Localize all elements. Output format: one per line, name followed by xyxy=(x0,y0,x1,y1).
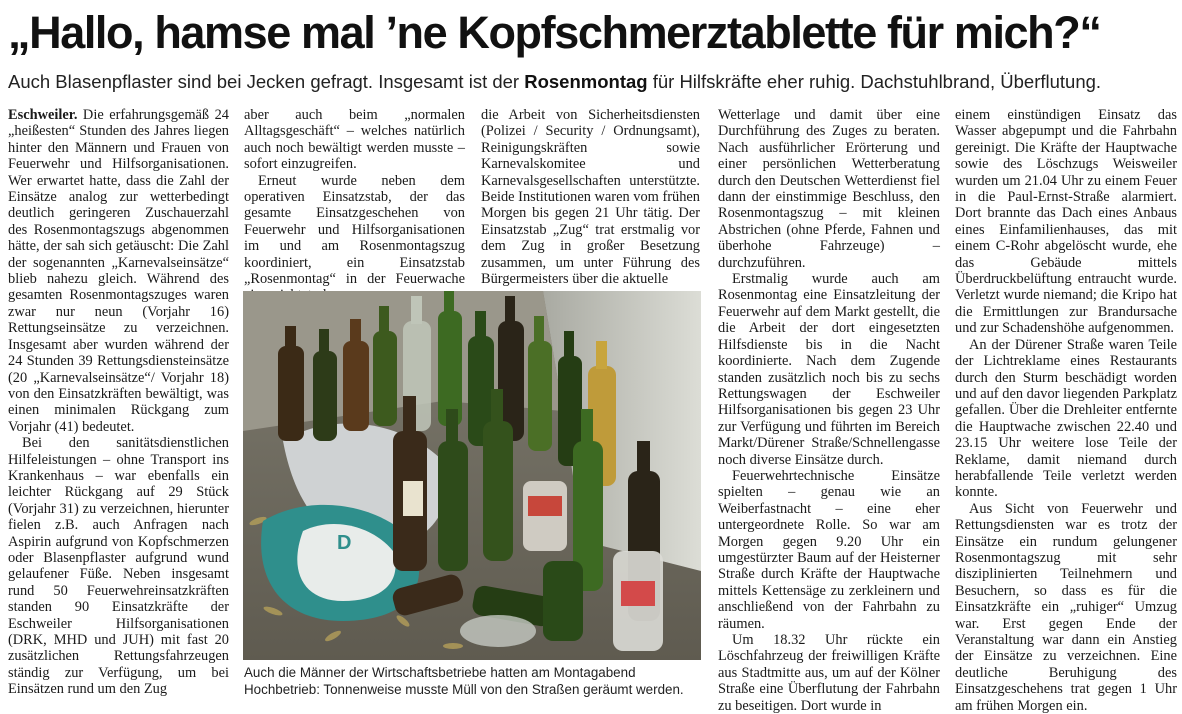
paragraph: Erneut wurde neben dem operativen Einsatzstab, der das gesamte Einsatzgeschehen von Feuerwehr und Hilfsorganisationen im und am Rosenmontagszug koordiniert, ein Einsatzstab „Rosenmontag“ in der Feuerwache xyxy=(244,172,465,288)
paragraph: Bei den sanitätsdienstlichen Hilfeleistungen – ohne Transport ins Krankenhaus – war ebenfalls ein leichter Rückgang auf 29 Stück (Vorjahr 31) zu verzeichnen, hierunter fielen z.B. auch Anfragen nach Aspirin aufgrund von Kopfschmerzen oder Blasenpflaster aufgrund wund gelaufener Füße. Neben insgesamt rund 50 Feuerwehreinsatzkräften standen 90 Einsatzkräfte der Eschweiler Hilfsorganisationen (DRK, MHD und JUH) mit fast 20 zusätzlichen Rettungsfahrzeugen ständig zur Verfügung, um bei Einsätzen rund um den Zug xyxy=(8,435,229,698)
paragraph: die Arbeit von Sicherheitsdiensten (Polizei / Security / Ordnungsamt), Reinigungskräften sowie Karnevalskomitee und Karnevalsgesellschaften unterstützte. Beide Institutionen waren vom frühen Morgen bis gegen 21 Uhr tätig. Der Einsatzstab „Zug“ trat erstmalig vor dem Zug in großer Besetzung zusammen, um unter Führung des Bürgermeisters über die aktuelle xyxy=(481,107,701,288)
paragraph: Feuerwehrtechnische Einsätze spielten – genau wie an Weiberfastnacht – eine eher untergeordnete Rolle. So war am Morgen gegen 9.20 Uhr ein umgestürzter Baum auf der Heisterner Straße durch Kräfte der Hauptwache mittels Kettensäge zu zerkleinern und anschließend von der Fahrbahn zu räumen. xyxy=(718,467,940,632)
subline-text: Auch Blasenpflaster sind bei Jecken gefragt. Insgesamt ist der xyxy=(8,71,525,92)
article-photo xyxy=(243,291,701,660)
paragraph: Aus Sicht von Feuerwehr und Rettungsdiensten war es trotz der Einsätze ein rundum gelungener Rosenmontagszug mit sehr disziplinierten Teilnehmern und Besuchern, so dass es für die Einsatzkräfte ein „ruhiger“ Umzug war. Erst gegen Ende der Veranstaltung war dann ein Anstieg der Einsätze zu verzeichnen. Eine deutliche Beruhigung des Einsatzgeschehens trat gegen 1 Uhr am frühen Morgen ein. xyxy=(955,500,1177,714)
subline-highlight: Rosenmontag xyxy=(524,71,648,92)
article-column-3 xyxy=(481,107,700,289)
paragraph: An der Dürener Straße waren Teile der Lichtreklame eines Restaurants durch den Sturm beschädigt worden und auf den davor liegenden Parkplatz gefallen. Über die Drehleiter entfernte die Hauptwache zwischen 22.40 und 23.15 Uhr weitere lose Teile der Reklame, damit niemand durch herabfallende Teile verletzt werden konnte. xyxy=(955,336,1177,501)
article-column-1 xyxy=(8,107,229,705)
photo-caption: Auch die Männer der Wirtschaftsbetriebe hatten am Montagabend Hochbetrieb: Tonnenweise musste Müll von den Straßen geräumt werden. xyxy=(244,665,684,697)
article-column-2 xyxy=(244,107,465,289)
subline-text-end: für Hilfskräfte eher ruhig. Dachstuhlbrand, Überflutung. xyxy=(647,71,1102,92)
paragraph: Erstmalig wurde auch am Rosenmontag eine Einsatzleitung der Feuerwehr auf dem Markt gestellt, die die Arbeit der dort eingesetzten Hilfsdienste bis in die Nacht koordinierte. Nach dem Zugende standen zusätzlich noch bis zu sechs Rettungswagen der Eschweiler Hilfsorganisationen bis gegen 23 Uhr zur Verfügung und führten im Bereich Markt/Dürener Straße/Schnellengasse noch diverse Einsätze durch. xyxy=(718,271,940,468)
subline xyxy=(8,69,1178,95)
article-column-4 xyxy=(718,107,940,714)
paragraph: einem einstündigen Einsatz das Wasser abgepumpt und die Fahrbahn gereinigt. Die Kräfte der Hauptwache sowie des Löschzugs Weisweiler wurden um 21.04 Uhr zu einem Feuer in die Paul-Ernst-Straße alarmiert. Dort brannte das Dach eines Anbaus eines Einfamilienhauses, das mit einem C-Rohr abgelöscht wurde, ehe das Gebäude mittels Überdruckbelüftung entraucht wurde. Verletzt wurde niemand; die Kripo hat die Ermittlungen zur Brandursache und zur Schadenshöhe aufgenommen. xyxy=(955,107,1177,337)
headline: „Hallo, hamse mal ’ne Kopfschmerztablette für mich?“ xyxy=(8,7,1101,58)
paragraph: Wetterlage und damit über eine Durchführung des Zuges zu beraten. Nach ausführlicher Erörterung und einer persönlichen Wetterberatung durch den Deutschen Wetterdienst fiel dann der einstimmige Beschluss, den Rosenmontagszug – mit kleinen Abstrichen (ohne Pferde, Fahnen und überhohe Fahrzeuge) – durchzuführen. xyxy=(718,107,940,271)
paragraph-text: Die erfahrungsgemäß 24 „heißesten“ Stunden des Jahres liegen hinter den Männern und Frauen von Feuerwehr und Hilfsorganisationen. Wer erwartet hatte, dass die Zahl der Einsätze analog zur wetterbedingt deutlich geringeren Zuschauerzahl des Rosenmontagszugs abgenommen hätte, der sah sich getäuscht: Die Zahl der sogenannten „Karnevalseinsätze“ blieb nahezu gleich. Während des gesamten Rosenmontagszuges waren zwar nur neun (Vorjahr 16) Rettungseinsätze zu verzeichnen. Insgesamt aber wurden während der 24 Stunden 39 Rettungsdiensteinsätze (20 „Karnevalseinsätze“/ Vorjahr 18) von den Einsatzkräften bewältigt, was einen minimalen Rückgang zum Vorjahr (41) bedeutet. xyxy=(8,107,229,435)
paragraph: Um 18.32 Uhr rückte ein Löschfahrzeug der freiwilligen Kräfte aus Stadtmitte aus, um auf der Kölner Straße eine Überflutung der Fahrbahn zu beseitigen. Dort wurde in xyxy=(718,632,940,714)
photo-bottles-illustration xyxy=(243,291,701,660)
article-column-5 xyxy=(955,107,1177,714)
paragraph: aber auch beim „normalen Alltagsgeschäft“ – welches natürlich auch noch bewältigt werden musste – sofort einzugreifen. xyxy=(244,107,465,173)
dateline: Eschweiler. xyxy=(8,107,78,123)
bag-print: D xyxy=(337,532,352,554)
paragraph xyxy=(8,107,229,435)
